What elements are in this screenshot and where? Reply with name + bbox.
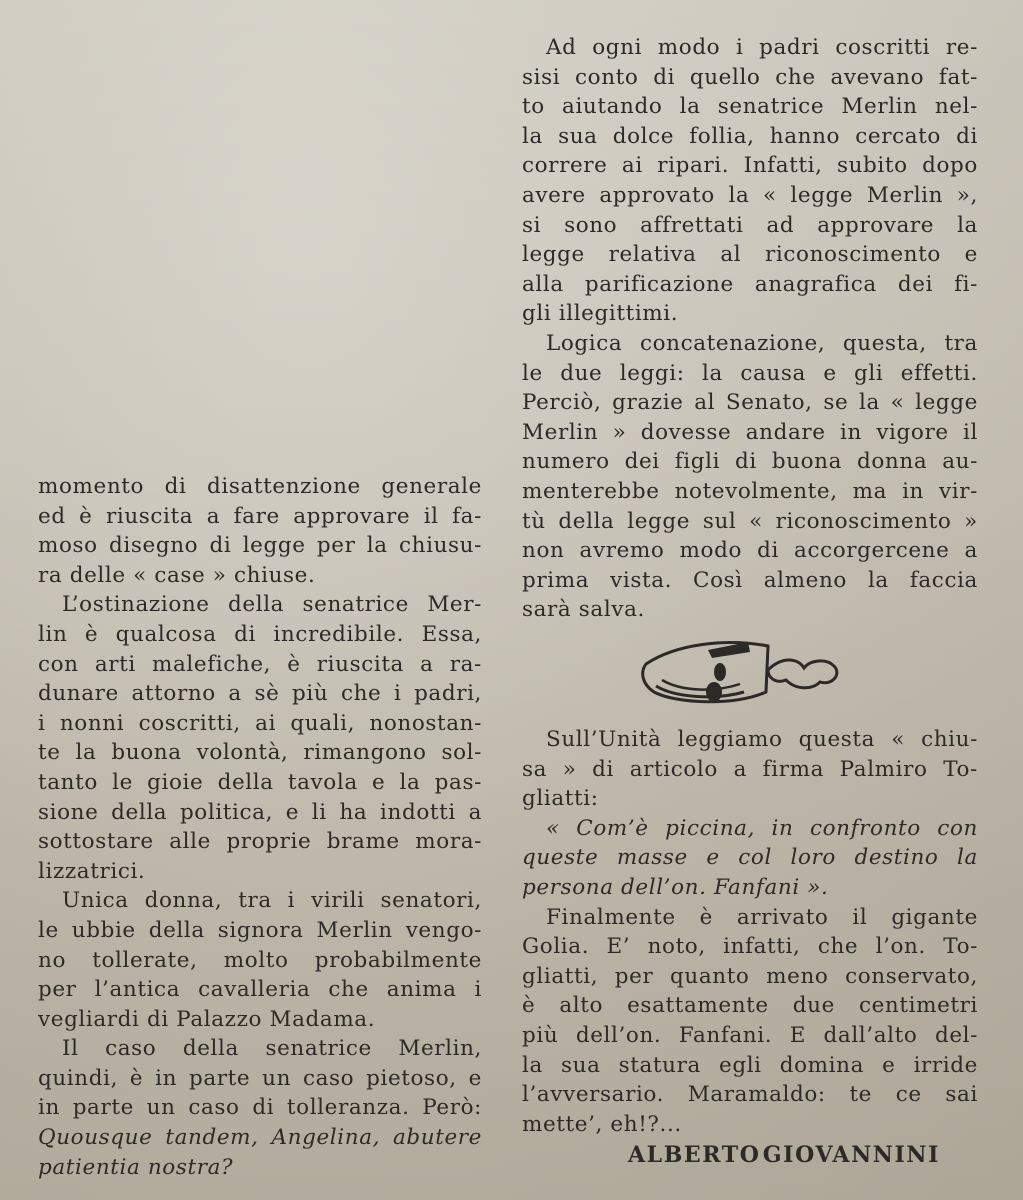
text-line: ra delle « case » chiuse. xyxy=(38,562,316,588)
text-line: gli illegittimi. xyxy=(522,301,679,327)
text-line: Finalmente è arrivato il gigante xyxy=(546,904,978,930)
text-line: numero dei figli di buona donna au- xyxy=(522,449,978,475)
text-line: dunare attorno a sè più che i padri, xyxy=(38,681,482,707)
text-line: lizzatrici. xyxy=(38,858,146,884)
text-line: lin è qualcosa di incredibile. Essa, xyxy=(38,621,482,647)
text-line: no tollerate, molto probabilmente xyxy=(38,947,482,973)
text-line: Ad ogni modo i padri coscritti re- xyxy=(546,35,978,60)
text-line: mette’, eh!?... xyxy=(522,1111,682,1137)
left-column xyxy=(38,472,482,1182)
text-line: sottostare alle proprie brame mora- xyxy=(38,829,482,855)
text-line: sione della politica, e li ha indotti a xyxy=(38,799,482,825)
text-line: le due leggi: la causa e gli effetti. xyxy=(522,360,978,386)
cartoon-face-icon xyxy=(636,634,844,716)
text-line: persona dell’on. Fanfani ». xyxy=(522,874,829,900)
text-line: Sull’Unità leggiamo questa « chiu- xyxy=(546,727,978,752)
text-line: sisi conto di quello che avevano fat- xyxy=(522,64,978,90)
text-line: i nonni coscritti, ai quali, nonostan- xyxy=(38,710,482,736)
text-line: menterebbe notevolmente, ma in vir- xyxy=(522,478,978,504)
text-line: non avremo modo di accorgercene a xyxy=(522,538,978,564)
text-line: con arti malefiche, è riuscita a ra- xyxy=(38,651,482,677)
text-line: prima vista. Così almeno la faccia xyxy=(522,567,978,593)
text-line: alla parificazione anagrafica dei fi- xyxy=(522,271,978,297)
text-line: più dell’on. Fanfani. E dall’alto del- xyxy=(522,1022,978,1048)
text-line: Golia. E’ noto, infatti, che l’on. To- xyxy=(522,934,978,960)
text-line: to aiutando la senatrice Merlin nel- xyxy=(522,94,978,120)
text-line: la sua statura egli domina e irride xyxy=(522,1052,978,1078)
right-column-top xyxy=(522,33,978,625)
text-line: Il caso della senatrice Merlin, xyxy=(62,1036,482,1062)
text-line: è alto esattamente due centimetri xyxy=(522,993,978,1019)
text-line: Perciò, grazie al Senato, se la « legge xyxy=(522,390,978,416)
text-line: « Com’è piccina, in confronto con xyxy=(546,815,978,841)
text-line: quindi, è in parte un caso pietoso, e xyxy=(38,1065,482,1091)
text-line: Merlin » dovesse andare in vigore il xyxy=(522,419,978,445)
text-line: l’avversario. Maramaldo: te ce sai xyxy=(522,1082,978,1108)
text-line: sarà salva. xyxy=(522,597,645,623)
text-line: avere approvato la « legge Merlin », xyxy=(522,182,978,208)
text-line: in parte un caso di tolleranza. Però: xyxy=(38,1095,482,1121)
text-line: te la buona volontà, rimangono sol- xyxy=(38,740,482,766)
text-line: L’ostinazione della senatrice Mer- xyxy=(62,592,482,618)
text-line: legge relativa al riconoscimento e xyxy=(522,242,978,268)
text-line: tanto le gioie della tavola e la pas- xyxy=(38,769,482,795)
text-line: gliatti, per quanto meno conservato, xyxy=(522,963,978,989)
text-line: gliatti: xyxy=(522,786,599,812)
text-line: la sua dolce follia, hanno cercato di xyxy=(522,123,978,149)
text-line: Unica donna, tra i virili senatori, xyxy=(62,888,482,914)
text-line: Quousque tandem, Angelina, abutere xyxy=(38,1125,482,1151)
author-signature: ALBERTO GIOVANNINI xyxy=(628,1142,940,1168)
right-column-bottom xyxy=(522,725,978,1139)
text-line: patientia nostra? xyxy=(38,1154,234,1180)
text-line: moso disegno di legge per la chiusu- xyxy=(38,533,482,559)
text-line: Logica concatenazione, questa, tra xyxy=(546,330,978,356)
text-line: ed è riuscita a fare approvare il fa- xyxy=(38,503,482,529)
text-line: queste masse e col loro destino la xyxy=(522,845,978,871)
text-line: sa » di articolo a firma Palmiro To- xyxy=(522,756,978,782)
text-line: momento di disattenzione generale xyxy=(38,474,482,499)
text-line: vegliardi di Palazzo Madama. xyxy=(38,1006,376,1032)
text-line: si sono affrettati ad approvare la xyxy=(522,212,978,238)
text-line: tù della legge sul « riconoscimento » xyxy=(522,508,978,534)
text-line: le ubbie della signora Merlin vengo- xyxy=(38,917,482,943)
text-line: correre ai ripari. Infatti, subito dopo xyxy=(522,153,978,179)
text-line: per l’antica cavalleria che anima i xyxy=(38,977,482,1003)
